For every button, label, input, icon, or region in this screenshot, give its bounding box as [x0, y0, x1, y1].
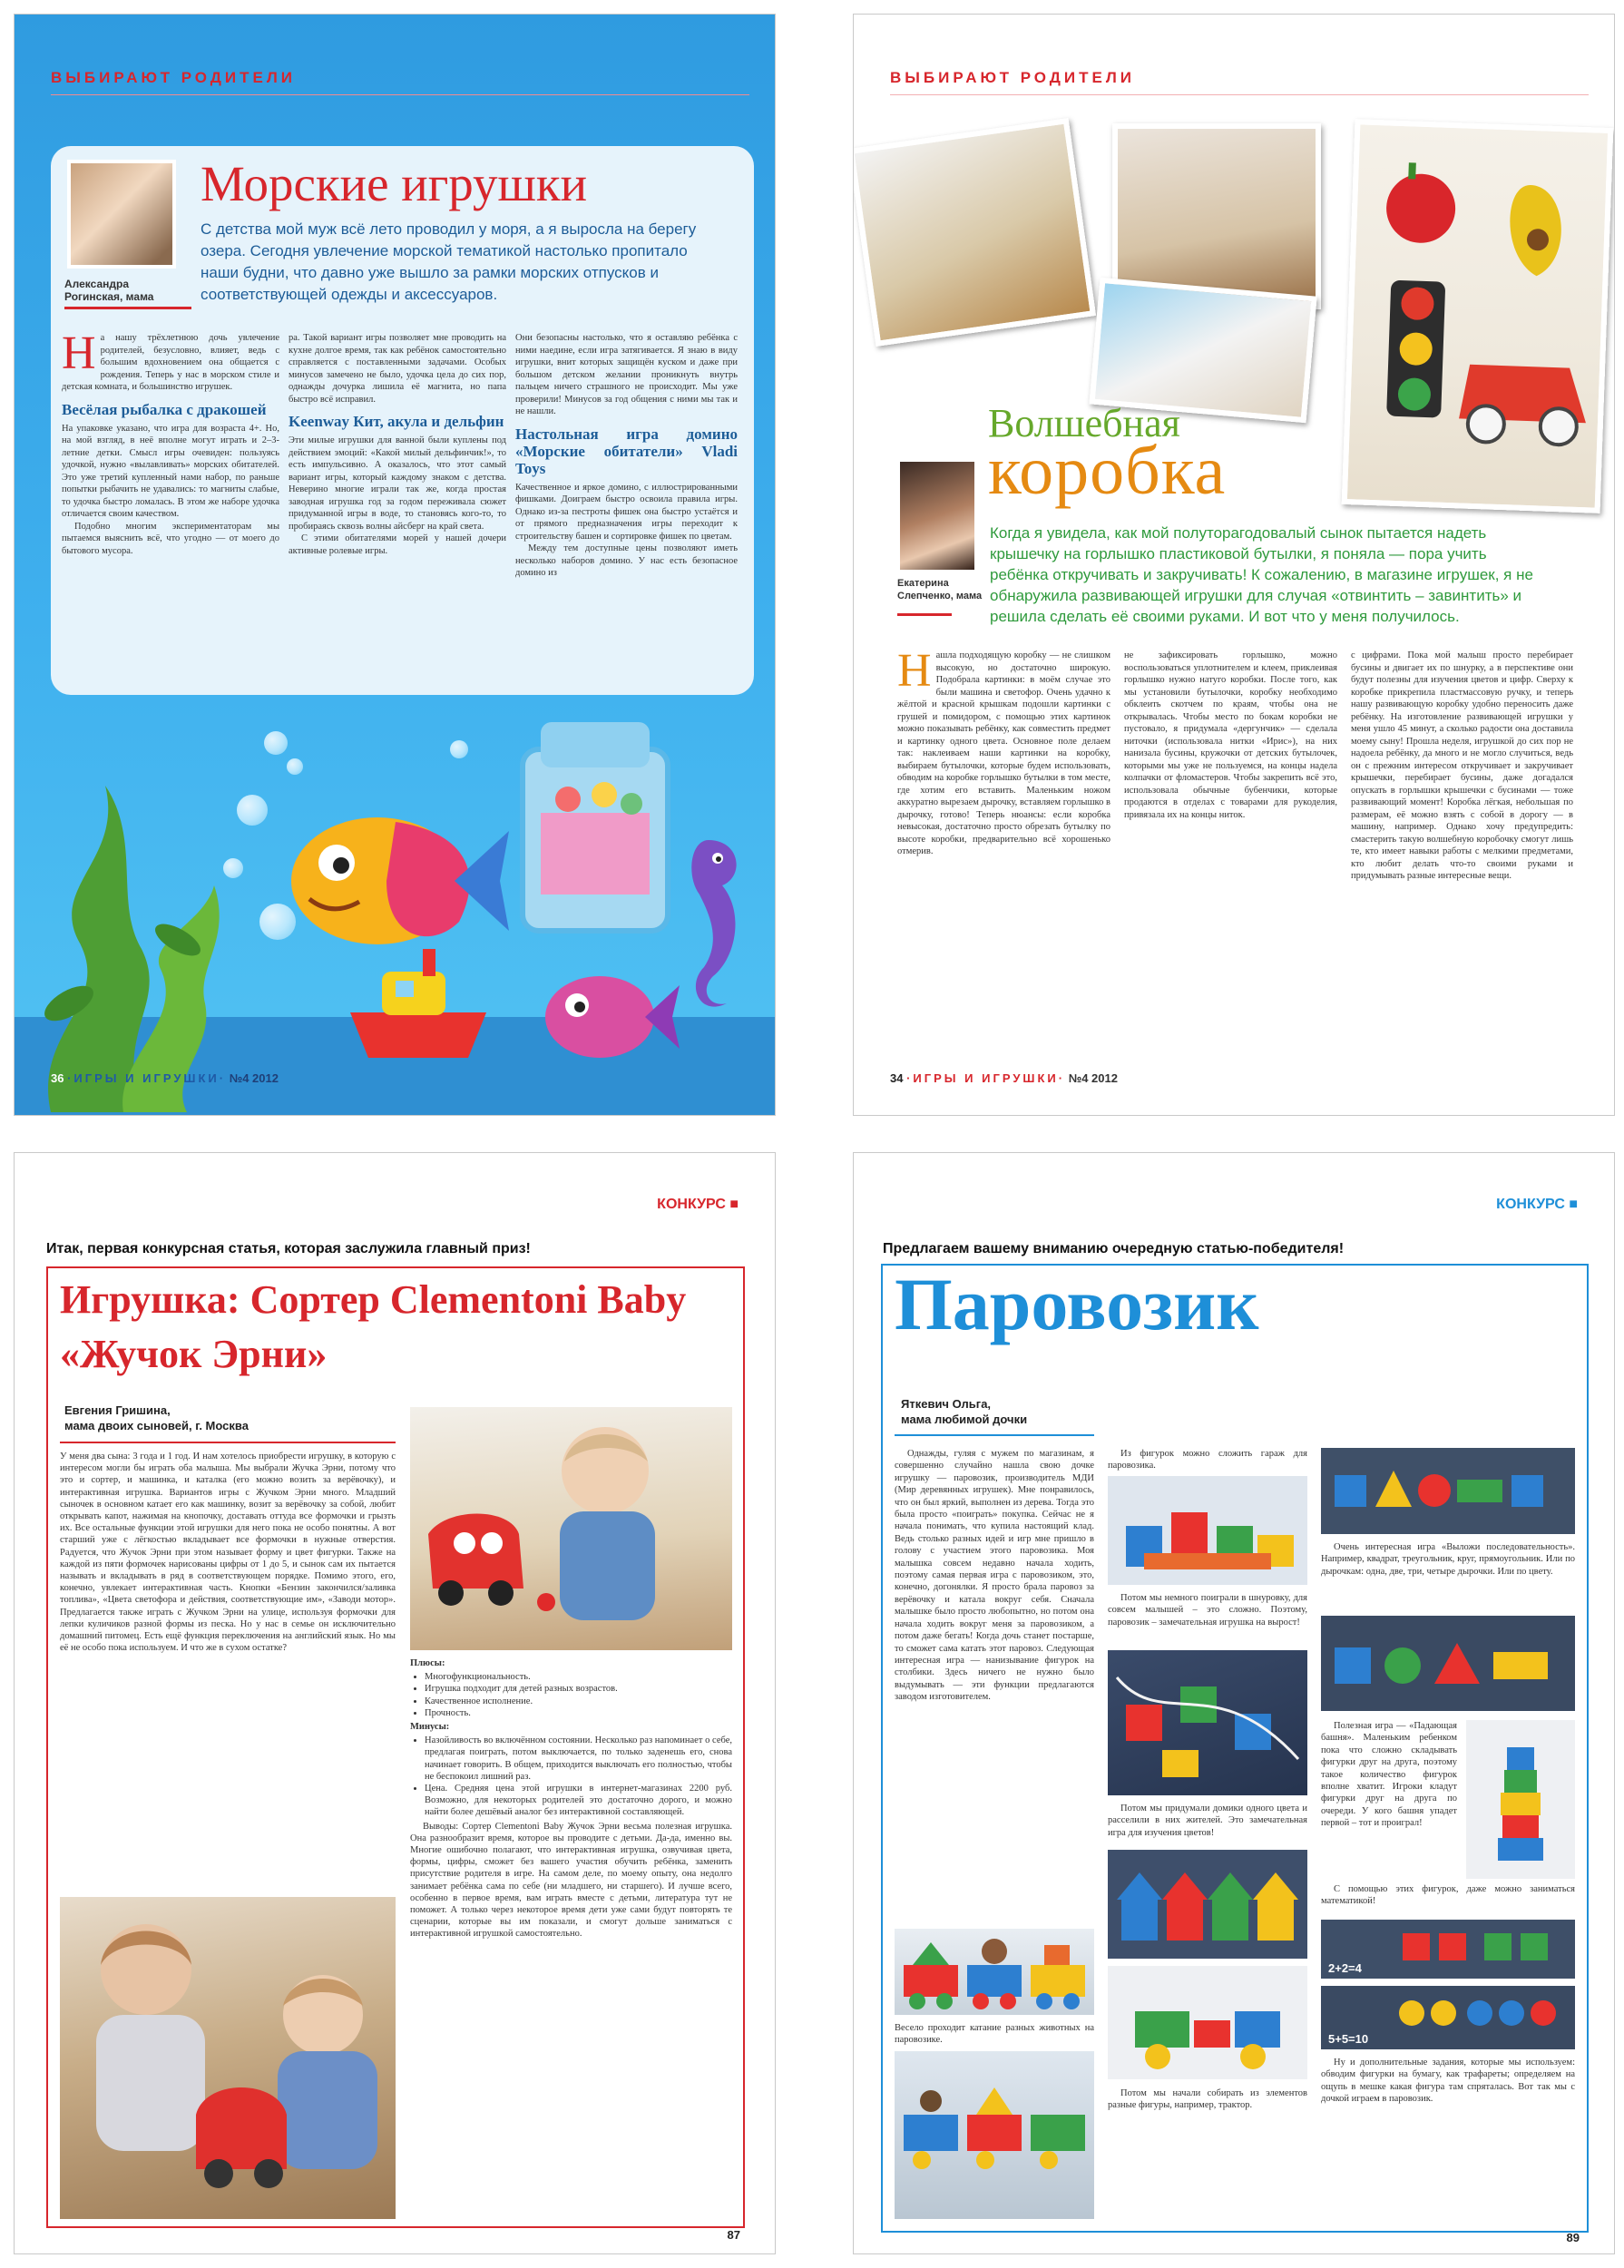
author-caption: Александра Рогинская, мама — [64, 278, 154, 303]
article-lead: Когда я увидела, как мой полуторагодовалый сынок пытается надеть крышечку на горлышко пластиковой бутылки, я поняла — пора учить ребёнка откручивать и закручивать! К сожалению, в магазине игрушек, я не обнаружила развивающей игрушки для случая «отвинтить – завинтить» и решила сделать её своими руками. И вот что у меня получилось. — [990, 524, 1533, 625]
article-title: Морские игрушки — [201, 156, 588, 211]
conclusion-text: Выводы: Сортер Clementoni Baby Жучок Эрни весьма полезная игрушка. Она разнообразит время, которое вы проводите с детьми. Да-да, именно вы. Многие ошибочно полагают, что интерактивная игрушка, озвучивая цвета, формы, цифры, сможет без вашего участия обучить ребёнка, заменить присутствие родителя в игре. На самом деле, по моему опыту, она недолго занимает ребёнка сама по себе (ни младшего, ни старшего). И лучше всего, особенно в первое время, вам играть вместе с детьми, литература тут не поможет. А только через некоторое время дети уже сами будут повторять те сценарии, которые вы им показали, и смогут дольше заниматься с интерактивной игрушкой самостоятельно. — [410, 1821, 732, 1940]
pink-fish-illustration — [536, 967, 681, 1067]
subheading: Keenway Кит, акула и дельфин — [289, 413, 504, 430]
magazine-page-sea-toys — [14, 14, 776, 1116]
author-caption: Екатерина Слепченко, мама — [897, 578, 983, 601]
photo-math-two — [1321, 1986, 1575, 2049]
author-photo — [67, 160, 176, 269]
author-block — [64, 1403, 249, 1433]
column-text: не зафиксировать горлышко, можно воспользоваться уплотнителем и клеем, приклеивая горлышко нужно натуго коробки. После того, как мы установили бутылочки, коробку необходимо обклеить скотчем по краям, чтобы она не открывалась. Чтобы место по бокам коробки не пустовало, я придумала «дергунчик» — сделала ниточки (использовала нитки «Ирис»), на них нанизала бусины, кружочки от детских бутылочек, которыми мы уже не пользуемся, на концы надела колпачки от фломастеров. Чтобы закрепить всё это, использовала обычные бубенчики, которые продаются в отделах с товарами для рукоделия, привязала их на концы ниток. — [1124, 650, 1337, 820]
column-text: а нашу трёхлетнюю дочь увлечение родителей, безусловно, влияет, ведь с большим вдохновением она общается с рождения. Теперь у нас в морском стиле и детская комната, и большинство игрушек. — [62, 333, 279, 392]
section-divider — [51, 94, 749, 95]
magazine-page-magic-box — [853, 14, 1615, 1116]
train-illustration — [895, 1929, 1094, 2015]
magazine-page-contest-train — [853, 1152, 1615, 2254]
cons-item: • Цена. Средняя цена этой игрушки в интернет-магазинах 2200 руб. Возможно, для некоторых родителей это достаточно дорого, и можно найти более дешёвый аналог без интерактивной составляющей. — [425, 1783, 732, 1819]
photo-caption: Потом мы придумали домики одного цвета и расселили в них жителей. Это замечательная игра для изучения цветов! — [1108, 1804, 1307, 1838]
column-text: ашла подходящую коробку — не слишком высокую, но достаточно широкую. Подобрала картинки: в моём случае это были машина и светофор. Очень удачно к жёлтой и красной крышкам подошли картинки с грушей и помидором, с помощью этих картинок можно показывать ребёнку, как совместить предмет и картинку одного цвета. Основное поле делаем так: наклеиваем наши картинки на коробку, выбираем бутылочки, которые будем использовать, обводим на коробке горлышко бутылки в том месте, где хотим его вставить. Маленьким ножом аккуратно вырезаем дырочку, вставляем горлышко в дырочку, готово! Теперь нюансы: если коробка невысокая, достаточно просто обрезать бутылку по высоте коробки, предварительно всё хорошенько отмерив. — [897, 650, 1110, 856]
column-text: Эти милые игрушки для ванной были куплены под действием эмоций: «Какой милый дельфинчик!», то есть импульсивно. А оказалось, что этот самый вариант игры, который каждому знаком с детства. Неверино многие играли так же, когда простая заводная игрушка год за годом переживала сюжет придуманной игры в воде, то становясь кого-то, то пробираясь сквозь волны айсберг на край света. — [289, 435, 506, 532]
tractor-illustration — [1108, 1966, 1307, 2079]
section-label: ВЫБИРАЮТ РОДИТЕЛИ — [890, 69, 1136, 86]
magazine-name: ·ИГРЫ И ИГРУШКИ· — [906, 1071, 1066, 1085]
author-divider — [60, 1442, 396, 1443]
column-text: Очень интересная игра «Выложи последовательность». Например, квадрат, треугольник, круг, прямоугольник. Или по дырочкам: одна, две, три, четыре дырочки. Или по цвету. — [1321, 1542, 1575, 1577]
toddler-illustration — [410, 1407, 732, 1650]
photo-houses — [1108, 1850, 1307, 1959]
box-pictures-illustration — [1347, 124, 1608, 507]
column-text: На упаковке указано, что игра для возраста 4+. Но, на мой взгляд, в неё вполне могут играть и 2–3-летние детки. Смысл игры очевиден: пользуясь удочкой, нужно «вылавливать» морских обитателей. Это уже третий купленный нами набор, по раньше попытки рыбачить не удавались: то магниты слабые, то удочка быстро ломалась. В этом же наборе удочка отличается своим качеством. — [62, 423, 279, 519]
subheading: Весёлая рыбалка с дракошей — [62, 400, 267, 418]
article-column-2 — [410, 1657, 732, 1941]
math-shapes-illustration — [1321, 1986, 1575, 2049]
column-text: Между тем доступные цены позволяют иметь несколько наборов домино. У нас есть безопасное домино из — [515, 543, 738, 578]
pros-item: • Прочность. — [425, 1707, 732, 1719]
magazine-page-contest-sorter — [14, 1152, 776, 2254]
lacing-illustration — [1108, 1650, 1307, 1795]
drop-cap: Н — [62, 327, 96, 379]
column-text: Подобно многим экспериментаторам мы пытаемся выяснить всё, что угодно — от моего до бытового мусора. — [62, 521, 279, 556]
author-divider — [895, 1434, 1094, 1436]
seaweed-illustration — [15, 731, 250, 1112]
author-divider — [897, 613, 952, 616]
contest-intro: Итак, первая конкурсная статья, которая заслужила главный приз! — [46, 1241, 531, 1256]
photo-train-animals — [895, 1929, 1094, 2015]
article-title: Паровозик — [895, 1263, 1259, 1345]
section-label: ВЫБИРАЮТ РОДИТЕЛИ — [51, 69, 297, 86]
photo-lacing — [1108, 1650, 1307, 1795]
column-text: Качественное и яркое домино, с иллюстрированными фишками. Доиграем быстро освоила правила игры. Однако из-за пестроты фишек она быстро устаётся и от прямого предназначения игры переходит к строительству башен и сортировке фишек по цветам. — [515, 482, 738, 542]
bubble — [237, 795, 268, 826]
column-text: Полезная игра — «Падающая башня». Маленьким ребенком пока что сложно складывать фигурки друг на друга, поэтому такое количество фигурок вполне хватит. Игроки кладут фигурки друг на друга по очереди. У кого башня упадет первой – тот и проиграл! — [1321, 1721, 1457, 1829]
math-shapes-illustration — [1321, 1920, 1575, 1979]
contest-label: КОНКУРС ■ — [657, 1197, 739, 1212]
cons-item: • Назойливость во включённом состоянии. Несколько раз напоминает о себе, предлагая поиграть, потом выключается, по только заденешь его, снова начинает говорить. В общем, приходится выключать его полностью, чтобы не беспокоил лишний раз. — [425, 1735, 732, 1783]
page-number: 87 — [727, 2228, 740, 2242]
contest-intro: Предлагаем вашему вниманию очередную статью-победителя! — [883, 1241, 1345, 1256]
contest-label-text: КОНКУРС — [657, 1197, 726, 1212]
contest-label-text: КОНКУРС — [1496, 1197, 1565, 1212]
cons-list — [425, 1735, 732, 1818]
issue-number: №4 2012 — [229, 1071, 279, 1085]
seahorse-illustration — [672, 831, 754, 1012]
column-text: Однажды, гуляя с мужем по магазинам, я совершенно случайно нашла свою дочке игрушку — паровозик, производитель МДИ (Мир деревянных игрушек). Мне понравилось, что он был яркий, выполнен из дерева. Тогда это была просто «поиграть» покупка. Сейчас не я начала понимать, что купила настоящий клад. Ведь столько разных идей и игр мне пришло в голову с участием этого паровозика. Моя малышка совсем недавно начала ходить, поэтому самая первая игра с паровозиком, это, конечно, догонялки. Я просто брала паровоз за верёвочку и катала вокруг себя. Сначала малышке было просто любопытно, но потом она начала ходить вокруг меня за паровозиком, а потом даже бегать! Когда дочь станет постарше, то сможет сама катать этот паровоз. Следующая интересная игра — нанизывание фигурок на столбики. Здесь ничего не нужно было выдумывать — эти функции предлагаются заводом изготовителем. — [895, 1449, 1094, 1703]
photo-garage — [1108, 1476, 1307, 1585]
sequence-illustration — [1321, 1448, 1575, 1534]
domino-box-illustration — [504, 713, 686, 949]
photo-tower — [1466, 1720, 1575, 1879]
bubble — [223, 858, 243, 878]
author-description: мама любимой дочки — [901, 1413, 1028, 1426]
photo-caption: Весело проходит катание разных животных на паровозике. — [895, 2023, 1094, 2046]
color-sort-illustration — [1321, 1616, 1575, 1711]
pros-item: • Качественное исполнение. — [425, 1696, 732, 1707]
bubble — [264, 731, 288, 755]
photo-color-sort — [1321, 1616, 1575, 1711]
page-number: 34 — [890, 1071, 904, 1085]
section-divider — [890, 94, 1589, 95]
article-column-2 — [289, 332, 506, 557]
article-column-1 — [895, 1448, 1094, 1704]
photo-math-one — [1321, 1920, 1575, 1979]
author-photo — [897, 459, 977, 572]
photo-box-toy — [853, 118, 1096, 347]
page-number: 89 — [1566, 2231, 1580, 2244]
pros-item: • Игрушка подходит для детей разных возрастов. — [425, 1683, 732, 1695]
article-column-3 — [1351, 650, 1573, 883]
bubble — [287, 758, 303, 775]
photo-train-cars — [895, 2051, 1094, 2219]
article-column-3 — [515, 332, 738, 580]
photo-toddler-with-sorter — [410, 1407, 732, 1650]
math-equation: 5+5=10 — [1328, 2032, 1369, 2046]
math-equation: 2+2=4 — [1328, 1961, 1362, 1975]
subheading: Настольная игра домино «Морские обитатели» Vladi Toys — [515, 425, 738, 477]
pros-item: • Многофункциональность. — [425, 1671, 732, 1683]
column-text: ра. Такой вариант игры позволяет мне проводить на кухне долгое время, так как ребёнок самостоятельно справляется с поставленными задачами. Особых минусов замечено не было, удочка цела до сих пор, однажды дочурка лишила её магнита, но папа быстро всё исправил. — [289, 333, 506, 405]
photo-sequence — [1321, 1448, 1575, 1534]
photo-caption: Из фигурок можно сложить гараж для паровозика. — [1108, 1449, 1307, 1471]
tower-illustration — [1466, 1720, 1575, 1879]
photo-caption: Потом мы немного поиграли в шнуровку, для совсем малышей – это сложно. Поэтому, паровозик – замечательная игрушка на вырост! — [1108, 1593, 1307, 1628]
train-cars-illustration — [895, 2051, 1094, 2219]
toy-boat-illustration — [341, 940, 495, 1067]
author-block — [901, 1396, 1027, 1427]
article-title-bottom: коробка — [988, 433, 1227, 509]
column-text: С этими обитателями морей у нашей дочери активные ролевые игры. — [289, 533, 506, 556]
pros-list — [425, 1671, 732, 1719]
photo-finished-box — [1342, 119, 1614, 513]
photo-tractor — [1108, 1966, 1307, 2079]
pros-title: Плюсы: — [410, 1658, 445, 1668]
houses-illustration — [1108, 1850, 1307, 1959]
photo-boys-playing — [60, 1897, 396, 2219]
column-text: с цифрами. Пока мой малыш просто перебирает бусины и двигает их по шнурку, а в перспективе они будут полезны для изучения цветов и цифр. Сверху к коробке прикрепила пластмассовую ручку, и теперь нашу развивающую коробку удобно переносить даже ребёнку. На изготовление развивающей игрушки у меня ушло 45 минут, а сколько радости она доставила моему сыну! Прошла неделя, игрушкой до сих пор не надоела ребёнку, да много и не могло случиться, ведь он с прежним интересом откручивает и закручивает крышечки, перебирает бусины, даже догадался опускать в горлышки крышечки с бусинами — тоже развивающий момент! Коробка лёгкая, небольшая по размерам, её можно взять с собой в дорогу — в машину, например. Однако хочу предупредить: смастерить такую волшебную коробочку смогут лишь те, кто имеет навыки работы с мелкими предметами, кто любит делать что-то своими руками и придумывать разные интересные вещи. — [1351, 650, 1573, 881]
photo-caption: Потом мы начали собирать из элементов разные фигуры, например, трактор. — [1108, 2088, 1307, 2111]
cons-title: Минусы: — [410, 1722, 450, 1733]
column-text: Они безопасны настолько, что я оставляю ребёнка с ними наедине, если игра затягивается. Я знаю в виду игрушки, внит которых защищён куском и даже при большом детском желании проникнуть внутрь пальцем ничего страшного не происходит. Мы уже проверили! Минусов за год общения с ними мы так и не нашли. — [515, 333, 738, 416]
author-name: Яткевич Ольга, — [901, 1397, 992, 1411]
article-title-top: Волшебная — [988, 401, 1180, 445]
page-footer — [51, 1071, 279, 1085]
issue-number: №4 2012 — [1068, 1071, 1118, 1085]
article-column-1 — [60, 1451, 396, 1654]
article-column-1 — [897, 645, 1110, 858]
article-title: Игрушка: Сортер Clementoni Baby «Жучок Эрни» — [60, 1277, 687, 1376]
column-text: С помощью этих фигурок, даже можно заниматься математикой! — [1321, 1884, 1575, 1907]
article-lead: С детства мой муж всё лето проводил у моря, а я выросла на берегу озера. Сегодня увлечение морской тематикой настолько пропитало наши будни, что давно уже вышло за рамки морских отпусков и соответствующей одежды и аксессуаров. — [201, 220, 697, 303]
boys-with-toy-illustration — [60, 1897, 396, 2219]
drop-cap: Н — [897, 645, 932, 697]
garage-illustration — [1108, 1476, 1307, 1585]
page-footer — [890, 1071, 1118, 1085]
author-name: Евгения Гришина, — [64, 1403, 171, 1417]
page-number: 36 — [51, 1071, 64, 1085]
article-column-2 — [1124, 650, 1337, 821]
bubble — [450, 740, 468, 758]
column-text: Ну и дополнительные задания, которые мы используем: обводим фигурки на бумагу, как трафареты; определяем на ощупь в мешке какая фигура там спряталась. Вот так мы с дочкой играем в паровозик. — [1321, 2058, 1575, 2105]
column-text: У меня два сына: 3 года и 1 год. И нам хотелось приобрести игрушку, в которую с интересом могли бы играть оба малыша. Мы выбрали Жучка Эрни, потому что это и сортер, и машинка, и каталка (его можно возить за верёвочку), и интерактивная игрушка. Вариантов игры с Жучком Эрни много. Младший сыночек в основном катает его как машинку, возит за верёвочку за собой, любит открывать капот, нажимая на кнопочку, доставать оттуда все формочки и грызть их. Все остальные функции этой игрушки для него пока не особо понятны. А вот старший уже с лёгкостью вкладывает все формочки в нужные отверстия. Радуется, что Жучок Эрни при этом называет форму и цвет фигурки. Также на каждой из пяти формочек нарисованы цифры от 1 до 5, и сынок сам их пытается называть и вкладывать в ряд в соответствующем порядке. Помимо этого, его, конечно, увлекает интерактивная часть. Кнопки «Бензин закончился/заливка топлива», «Цвета светофора и действия, соответствующие им», «Заводи мотор». Предлагается также играть с Жучком Эрни на улице, используя формочки для лепки куличиков разной формы из песка. Но у нас в семье он исключительно домашний питомец. Есть ещё функция переключения на английский язык. Но мы её не особо пока используем. И что же в сухом остатке? — [60, 1452, 396, 1654]
author-description: мама двоих сыновей, г. Москва — [64, 1419, 249, 1432]
magazine-name: ·ИГРЫ И ИГРУШКИ· — [67, 1071, 227, 1085]
contest-label: КОНКУРС ■ — [1496, 1197, 1578, 1212]
article-column-1 — [62, 327, 279, 557]
author-divider — [64, 307, 191, 309]
